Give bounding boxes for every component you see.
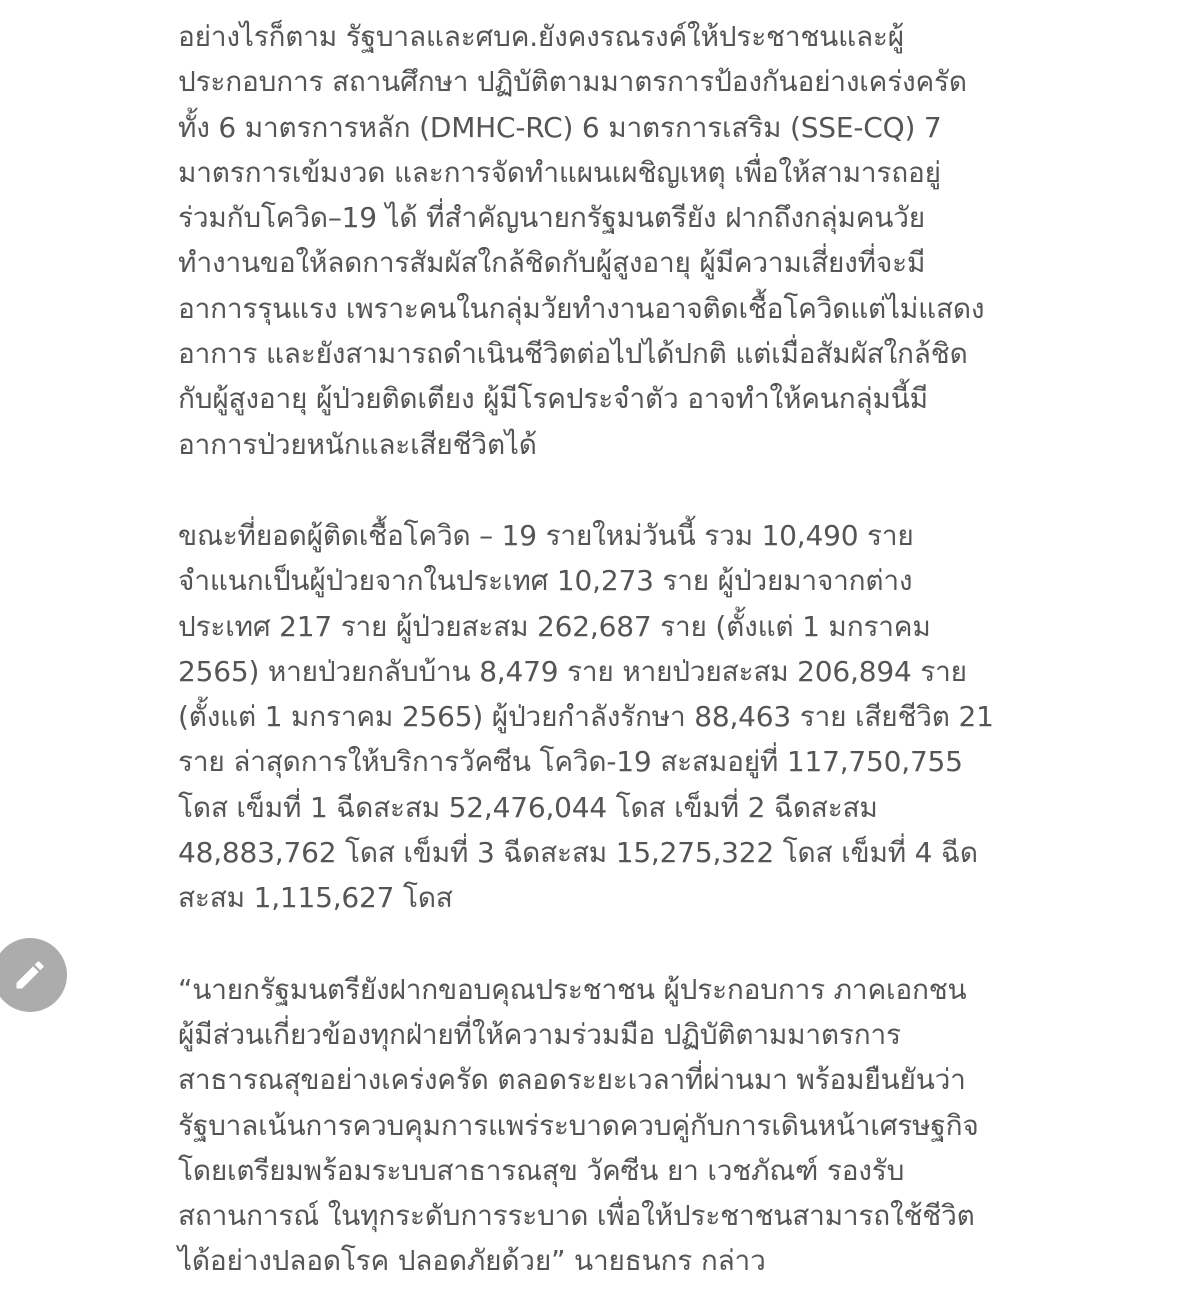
paragraph-quote (178, 967, 1038, 1284)
text-line: ขณะที่ยอดผู้ติดเชื้อโควิด – 19 รายใหม่วันนี้ รวม 10,490 ราย (178, 518, 914, 552)
text-line: ราย ล่าสุดการให้บริการวัคซีน โควิด-19 สะสมอยู่ที่ 117,750,755 (178, 745, 963, 779)
text-line: โดส เข็มที่ 1 ฉีดสะสม 52,476,044 โดส เข็มที่ 2 ฉีดสะสม (178, 790, 878, 824)
text-line: อาการป่วยหนักและเสียชีวิตได้ (178, 427, 537, 461)
paragraph-statistics (178, 513, 1038, 921)
text-line: (ตั้งแต่ 1 มกราคม 2565) ผู้ป่วยกำลังรักษา 88,463 ราย เสียชีวิต 21 (178, 700, 994, 734)
text-line: ผู้มีส่วนเกี่ยวข้องทุกฝ่ายที่ให้ความร่วมมือ ปฏิบัติตามมาตรการ (178, 1017, 901, 1051)
text-line: อย่างไรก็ตาม รัฐบาลและศบค.ยังคงรณรงค์ให้ประชาชนและผู้ (178, 20, 904, 53)
pencil-icon (12, 957, 48, 993)
edit-button[interactable] (0, 938, 67, 1012)
text-line: กับผู้สูงอายุ ผู้ป่วยติดเตียง ผู้มีโรคประจำตัว อาจทำให้คนกลุ่มนี้มี (178, 382, 928, 416)
paragraph-campaign (178, 14, 1038, 467)
text-line: อาการรุนแรง เพราะคนในกลุ่มวัยทำงานอาจติดเชื้อโควิดแต่ไม่แสดง (178, 291, 985, 325)
text-line: สะสม 1,115,627 โดส (178, 881, 453, 915)
text-line: โดยเตรียมพร้อมระบบสาธารณสุข วัคซีน ยา เวชภัณฑ์ รองรับ (178, 1153, 905, 1187)
text-line: “นายกรัฐมนตรียังฝากขอบคุณประชาชน ผู้ประกอบการ ภาคเอกชน (178, 972, 967, 1006)
text-line: รัฐบาลเน้นการควบคุมการแพร่ระบาดควบคู่กับการเดินหน้าเศรษฐกิจ (178, 1108, 979, 1142)
article-body (178, 14, 1038, 1284)
text-line: ร่วมกับโควิด–19 ได้ ที่สำคัญนายกรัฐมนตรียัง ฝากถึงกลุ่มคนวัย (178, 201, 925, 235)
text-line: 48,883,762 โดส เข็มที่ 3 ฉีดสะสม 15,275,322 โดส เข็มที่ 4 ฉีด (178, 836, 978, 870)
text-line: ประกอบการ สถานศึกษา ปฏิบัติตามมาตรการป้องกันอย่างเคร่งครัด (178, 65, 967, 99)
text-line: 2565) หายป่วยกลับบ้าน 8,479 ราย หายป่วยสะสม 206,894 ราย (178, 654, 967, 688)
text-line: ทำงานขอให้ลดการสัมผัสใกล้ชิดกับผู้สูงอายุ ผู้มีความเสี่ยงที่จะมี (178, 246, 926, 280)
text-line: ประเทศ 217 ราย ผู้ป่วยสะสม 262,687 ราย (ตั้งแต่ 1 มกราคม (178, 609, 931, 643)
text-line: ได้อย่างปลอดโรค ปลอดภัยด้วย” นายธนกร กล่าว (178, 1244, 766, 1278)
text-line: สถานการณ์ ในทุกระดับการระบาด เพื่อให้ประชาชนสามารถใช้ชีวิต (178, 1199, 975, 1233)
text-line: สาธารณสุขอย่างเคร่งครัด ตลอดระยะเวลาที่ผ่านมา พร้อมยืนยันว่า (178, 1063, 966, 1097)
text-line: มาตรการเข้มงวด และการจัดทำแผนเผชิญเหตุ เพื่อให้สามารถอยู่ (178, 155, 941, 189)
text-line: อาการ และยังสามารถดำเนินชีวิตต่อไปได้ปกติ แต่เมื่อสัมผัสใกล้ชิด (178, 337, 968, 371)
text-line: จำแนกเป็นผู้ป่วยจากในประเทศ 10,273 ราย ผู้ป่วยมาจากต่าง (178, 564, 913, 598)
text-line: ทั้ง 6 มาตรการหลัก (DMHC-RC) 6 มาตรการเสริม (SSE-CQ) 7 (178, 110, 942, 144)
